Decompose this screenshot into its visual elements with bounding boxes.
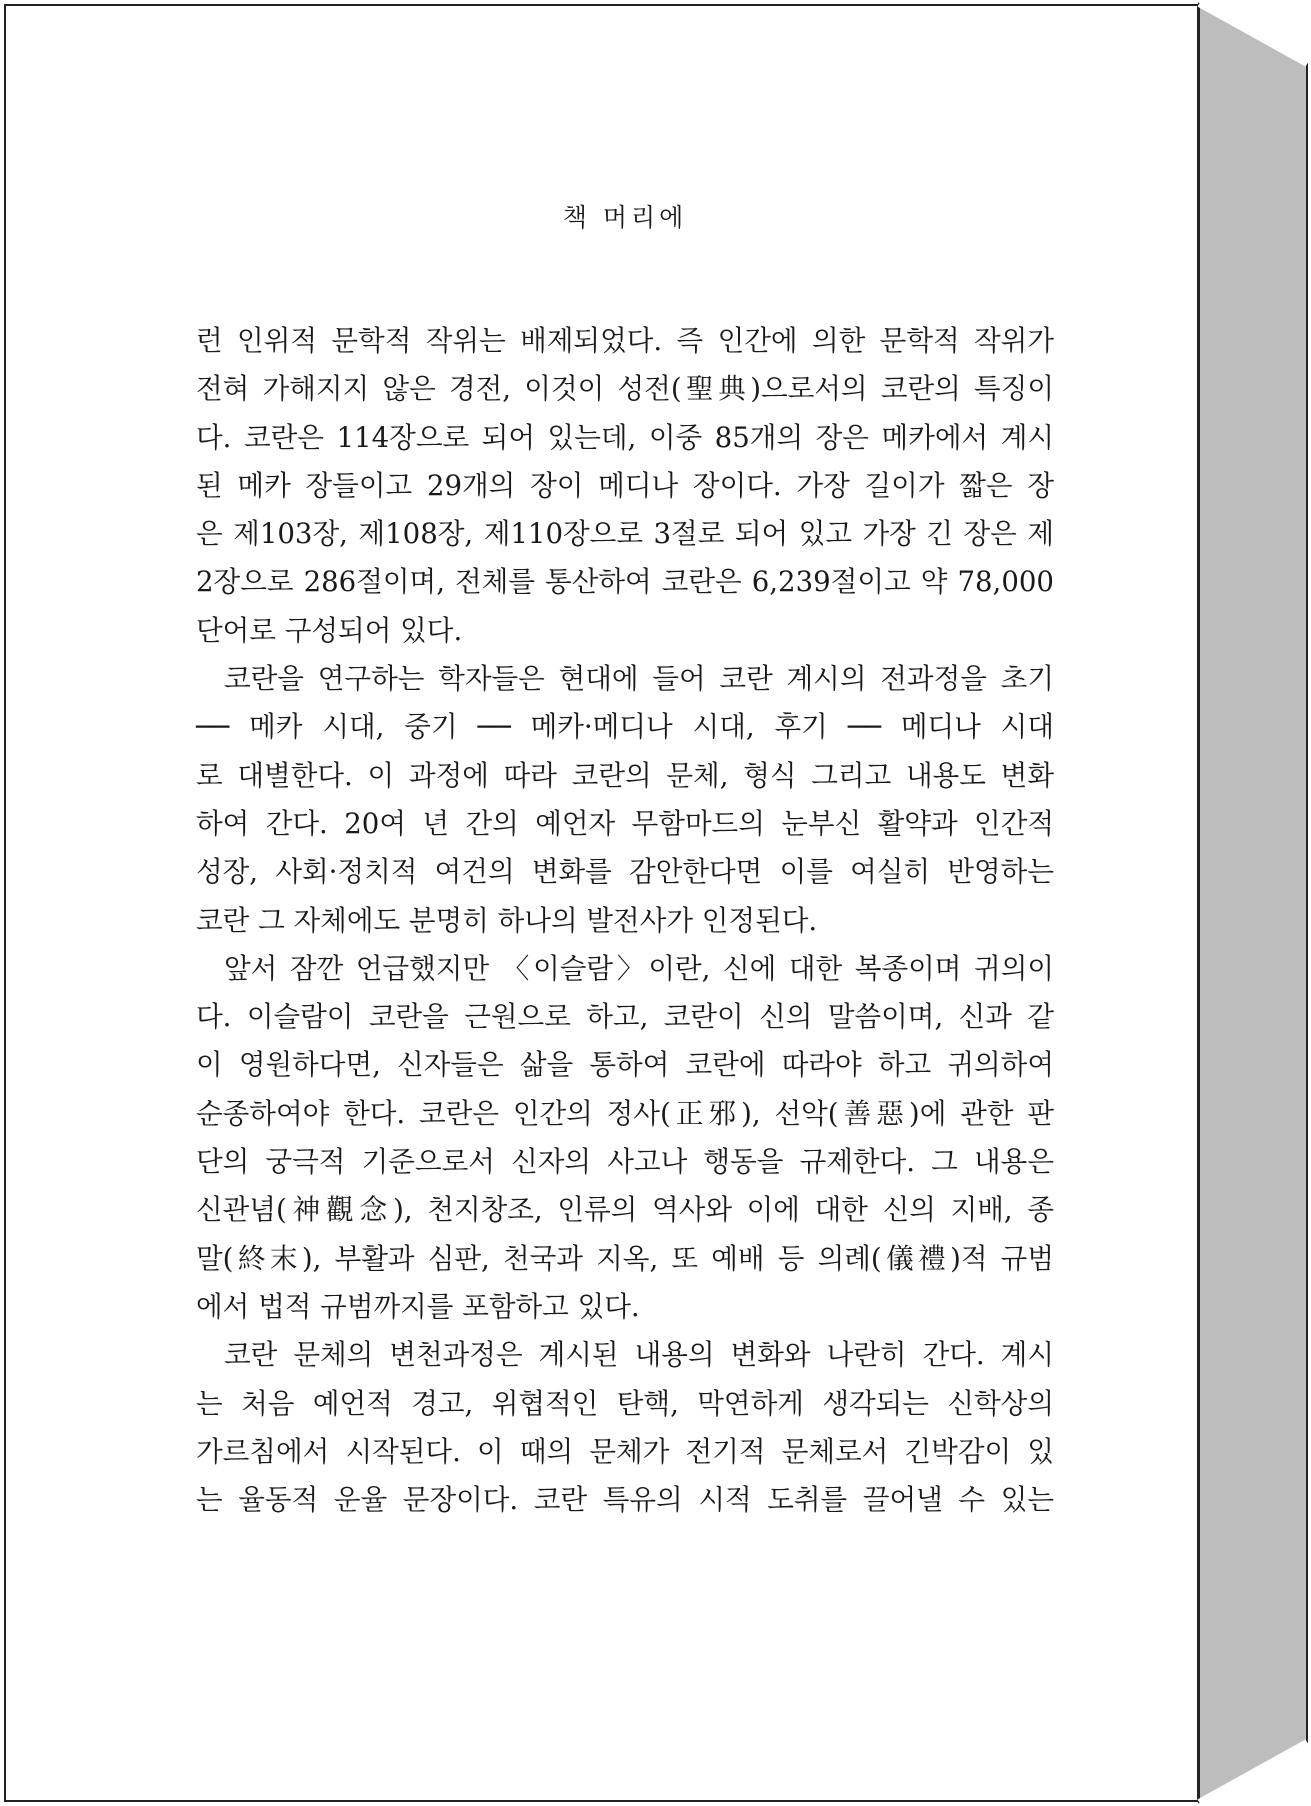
paragraph <box>196 317 1054 655</box>
text-line: 다. 코란은 114장으로 되어 있는데, 이중 85개의 장은 메카에서 계시 <box>196 420 1054 454</box>
paragraph <box>196 1331 1054 1524</box>
text-line: 코란을 연구하는 학자들은 현대에 들어 코란 계시의 전과정을 초기 <box>224 662 1054 696</box>
text-line: 다. 이슬람이 코란을 근원으로 하고, 코란이 신의 말씀이며, 신과 같 <box>196 1000 1054 1034</box>
text-line: 가르침에서 시작된다. 이 때의 문체가 전기적 문체로서 긴박감이 있 <box>196 1434 1054 1468</box>
text-line: 순종하여야 한다. 코란은 인간의 정사(正邪), 선악(善惡)에 관한 판 <box>196 1096 1054 1130</box>
text-line: 성장, 사회·정치적 여건의 변화를 감안한다면 이를 여실히 반영하는 <box>196 855 1054 889</box>
text-line: 2장으로 286절이며, 전체를 통산하여 코란은 6,239절이고 약 78,000 <box>196 565 1054 599</box>
text-line: 런 인위적 문학적 작위는 배제되었다. 즉 인간에 의한 문학적 작위가 <box>196 324 1054 357</box>
text-line: 하여 간다. 20여 년 간의 예언자 무함마드의 눈부신 활약과 인간적 <box>196 806 1054 840</box>
text-line: 말(終末), 부활과 심판, 천국과 지옥, 또 예배 등 의례(儀禮)적 규범 <box>196 1241 1054 1275</box>
text-line: ── 메카 시대, 중기 ── 메카·메디나 시대, 후기 ── 메디나 시대 <box>196 710 1054 744</box>
text-line: 코란 그 자체에도 분명히 하나의 발전사가 인정된다. <box>196 903 818 937</box>
text-line: 에서 법적 규범까지를 포함하고 있다. <box>196 1289 640 1323</box>
text-line: 앞서 잠깐 언급했지만 〈이슬람〉이란, 신에 대한 복종이며 귀의이 <box>224 951 1054 985</box>
text-line: 로 대별한다. 이 과정에 따라 코란의 문체, 형식 그리고 내용도 변화 <box>196 758 1054 792</box>
text-line: 단어로 구성되어 있다. <box>196 613 463 647</box>
text-line: 전혀 가해지지 않은 경전, 이것이 성전(聖典)으로서의 코란의 특징이 <box>196 372 1054 406</box>
text-line: 된 메카 장들이고 29개의 장이 메디나 장이다. 가장 길이가 짧은 장 <box>196 468 1054 502</box>
text-line: 는 처음 예언적 경고, 위협적인 탄핵, 막연하게 생각되는 신학상의 <box>196 1386 1054 1420</box>
paragraph <box>196 945 1054 1331</box>
body-text <box>196 317 1054 1524</box>
text-line: 는 율동적 운율 문장이다. 코란 특유의 시적 도취를 끌어낼 수 있는 <box>196 1483 1054 1517</box>
running-head: 책 머리에 <box>562 203 688 232</box>
text-line: 신관념(神觀念), 천지창조, 인류의 역사와 이에 대한 신의 지배, 종 <box>196 1193 1054 1227</box>
paragraph <box>196 655 1054 945</box>
text-line: 은 제103장, 제108장, 제110장으로 3절로 되어 있고 가장 긴 장은 제 <box>196 517 1054 551</box>
text-line: 코란 문체의 변천과정은 계시된 내용의 변화와 나란히 간다. 계시 <box>224 1338 1054 1372</box>
text-line: 이 영원하다면, 신자들은 삶을 통하여 코란에 따라야 하고 귀의하여 <box>196 1048 1054 1082</box>
text-line: 단의 궁극적 기준으로서 신자의 사고나 행동을 규제한다. 그 내용은 <box>196 1145 1054 1179</box>
